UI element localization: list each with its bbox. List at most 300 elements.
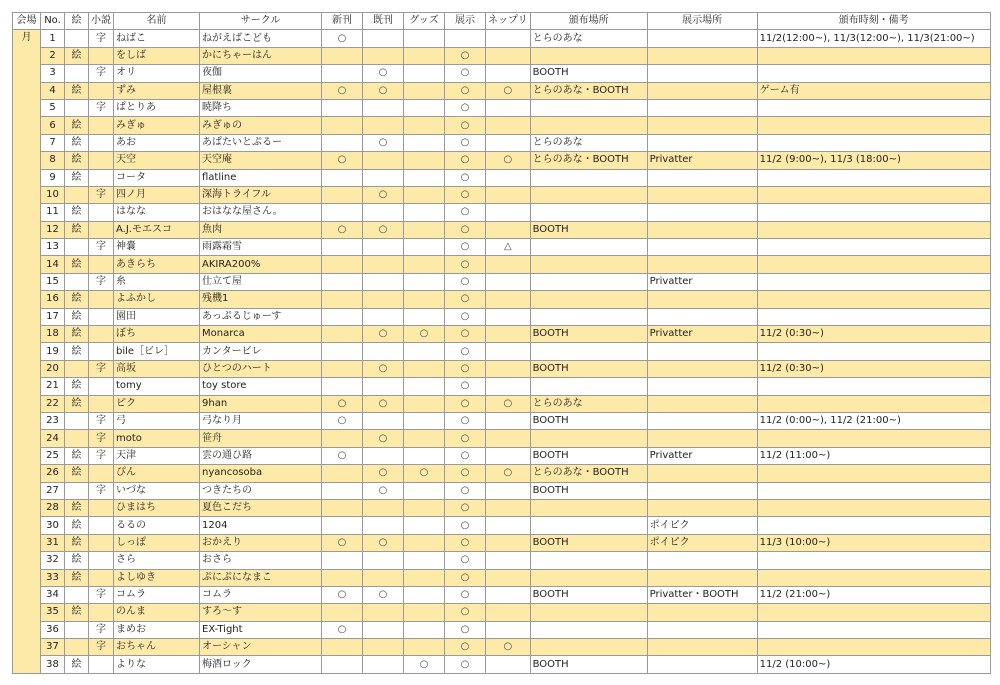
cell-name[interactable]: tomy	[114, 378, 200, 395]
cell-goods[interactable]	[404, 30, 445, 47]
cell-netprint[interactable]	[486, 186, 531, 203]
cell-existing-book[interactable]	[363, 169, 404, 186]
cell-no[interactable]: 1	[41, 30, 65, 47]
cell-exhibit-place[interactable]	[647, 639, 757, 656]
cell-existing-book[interactable]: ○	[363, 82, 404, 99]
cell-netprint[interactable]	[486, 308, 531, 325]
cell-no[interactable]: 11	[41, 204, 65, 221]
cell-existing-book[interactable]	[363, 308, 404, 325]
cell-exhibit[interactable]	[445, 30, 486, 47]
cell-netprint[interactable]	[486, 569, 531, 586]
cell-time-notes[interactable]	[757, 343, 990, 360]
cell-illust[interactable]: 絵	[65, 552, 89, 569]
cell-no[interactable]: 27	[41, 482, 65, 499]
cell-name[interactable]: 園田	[114, 308, 200, 325]
header-exhibit-place[interactable]: 展示場所	[647, 13, 757, 30]
cell-existing-book[interactable]	[363, 499, 404, 516]
cell-illust[interactable]: 絵	[65, 308, 89, 325]
cell-no[interactable]: 20	[41, 360, 65, 377]
cell-no[interactable]: 37	[41, 639, 65, 656]
cell-novel[interactable]: 字	[89, 586, 114, 603]
cell-existing-book[interactable]: ○	[363, 534, 404, 551]
cell-illust[interactable]: 絵	[65, 395, 89, 412]
cell-exhibit[interactable]: ○	[445, 639, 486, 656]
cell-exhibit-place[interactable]	[647, 569, 757, 586]
cell-circle[interactable]: 暁降ち	[200, 99, 322, 116]
cell-distribution-place[interactable]: とらのあな	[530, 134, 647, 151]
cell-exhibit-place[interactable]	[647, 465, 757, 482]
cell-exhibit[interactable]: ○	[445, 604, 486, 621]
cell-goods[interactable]	[404, 291, 445, 308]
cell-existing-book[interactable]	[363, 447, 404, 464]
cell-existing-book[interactable]	[363, 99, 404, 116]
cell-existing-book[interactable]	[363, 291, 404, 308]
cell-no[interactable]: 5	[41, 99, 65, 116]
cell-exhibit-place[interactable]	[647, 430, 757, 447]
cell-new-book[interactable]	[322, 291, 363, 308]
cell-exhibit[interactable]: ○	[445, 239, 486, 256]
cell-circle[interactable]: flatline	[200, 169, 322, 186]
cell-time-notes[interactable]	[757, 465, 990, 482]
cell-novel[interactable]	[89, 604, 114, 621]
cell-goods[interactable]	[404, 482, 445, 499]
cell-exhibit[interactable]: ○	[445, 134, 486, 151]
cell-netprint[interactable]	[486, 656, 531, 673]
cell-illust[interactable]: 絵	[65, 499, 89, 516]
cell-new-book[interactable]	[322, 482, 363, 499]
cell-new-book[interactable]	[322, 239, 363, 256]
cell-exhibit[interactable]: ○	[445, 534, 486, 551]
cell-no[interactable]: 12	[41, 221, 65, 238]
cell-name[interactable]: おちゃん	[114, 639, 200, 656]
cell-existing-book[interactable]	[363, 569, 404, 586]
cell-exhibit-place[interactable]	[647, 395, 757, 412]
cell-novel[interactable]: 字	[89, 186, 114, 203]
cell-novel[interactable]: 字	[89, 621, 114, 638]
cell-netprint[interactable]	[486, 534, 531, 551]
cell-illust[interactable]: 絵	[65, 517, 89, 534]
cell-netprint[interactable]	[486, 482, 531, 499]
cell-illust[interactable]	[65, 586, 89, 603]
cell-existing-book[interactable]: ○	[363, 360, 404, 377]
cell-exhibit[interactable]: ○	[445, 586, 486, 603]
cell-new-book[interactable]	[322, 378, 363, 395]
cell-circle[interactable]: 夜伽	[200, 65, 322, 82]
cell-new-book[interactable]: ○	[322, 152, 363, 169]
cell-exhibit[interactable]: ○	[445, 499, 486, 516]
cell-illust[interactable]	[65, 482, 89, 499]
cell-novel[interactable]	[89, 326, 114, 343]
cell-venue[interactable]: 月	[13, 30, 41, 673]
cell-time-notes[interactable]	[757, 482, 990, 499]
cell-distribution-place[interactable]: とらのあな・BOOTH	[530, 465, 647, 482]
cell-no[interactable]: 16	[41, 291, 65, 308]
cell-illust[interactable]	[65, 621, 89, 638]
cell-netprint[interactable]: ○	[486, 465, 531, 482]
cell-netprint[interactable]	[486, 326, 531, 343]
cell-distribution-place[interactable]: BOOTH	[530, 656, 647, 673]
cell-novel[interactable]	[89, 82, 114, 99]
cell-distribution-place[interactable]	[530, 169, 647, 186]
cell-illust[interactable]: 絵	[65, 169, 89, 186]
cell-netprint[interactable]	[486, 169, 531, 186]
cell-time-notes[interactable]	[757, 378, 990, 395]
cell-exhibit[interactable]: ○	[445, 447, 486, 464]
cell-circle[interactable]: おはなな屋さん。	[200, 204, 322, 221]
cell-circle[interactable]: AKIRA200%	[200, 256, 322, 273]
cell-goods[interactable]	[404, 534, 445, 551]
cell-netprint[interactable]	[486, 552, 531, 569]
cell-circle[interactable]: かにちゃーはん	[200, 47, 322, 64]
cell-exhibit-place[interactable]	[647, 169, 757, 186]
cell-existing-book[interactable]: ○	[363, 482, 404, 499]
cell-distribution-place[interactable]	[530, 517, 647, 534]
cell-existing-book[interactable]: ○	[363, 430, 404, 447]
cell-circle[interactable]: toy store	[200, 378, 322, 395]
cell-new-book[interactable]: ○	[322, 412, 363, 429]
cell-name[interactable]: ぱとりあ	[114, 99, 200, 116]
cell-distribution-place[interactable]: とらのあな	[530, 395, 647, 412]
cell-exhibit-place[interactable]	[647, 308, 757, 325]
cell-goods[interactable]	[404, 221, 445, 238]
cell-goods[interactable]	[404, 517, 445, 534]
cell-netprint[interactable]	[486, 65, 531, 82]
cell-exhibit[interactable]: ○	[445, 412, 486, 429]
cell-existing-book[interactable]: ○	[363, 186, 404, 203]
cell-new-book[interactable]	[322, 569, 363, 586]
cell-exhibit[interactable]: ○	[445, 430, 486, 447]
cell-novel[interactable]: 字	[89, 639, 114, 656]
cell-goods[interactable]	[404, 499, 445, 516]
cell-exhibit-place[interactable]	[647, 47, 757, 64]
cell-name[interactable]: ずみ	[114, 82, 200, 99]
cell-netprint[interactable]: ○	[486, 152, 531, 169]
cell-netprint[interactable]: △	[486, 239, 531, 256]
cell-no[interactable]: 30	[41, 517, 65, 534]
cell-name[interactable]: よりな	[114, 656, 200, 673]
cell-no[interactable]: 38	[41, 656, 65, 673]
cell-time-notes[interactable]: 11/2 (0:00~), 11/2 (21:00~)	[757, 412, 990, 429]
cell-circle[interactable]: コムラ	[200, 586, 322, 603]
cell-illust[interactable]: 絵	[65, 291, 89, 308]
cell-exhibit[interactable]: ○	[445, 47, 486, 64]
cell-time-notes[interactable]: 11/2 (0:30~)	[757, 360, 990, 377]
cell-time-notes[interactable]	[757, 117, 990, 134]
cell-new-book[interactable]	[322, 204, 363, 221]
cell-distribution-place[interactable]	[530, 47, 647, 64]
cell-new-book[interactable]	[322, 517, 363, 534]
cell-circle[interactable]: ねがえばこども	[200, 30, 322, 47]
cell-existing-book[interactable]: ○	[363, 134, 404, 151]
cell-netprint[interactable]	[486, 412, 531, 429]
cell-exhibit[interactable]: ○	[445, 552, 486, 569]
cell-exhibit-place[interactable]	[647, 482, 757, 499]
cell-new-book[interactable]	[322, 256, 363, 273]
cell-exhibit-place[interactable]: ポイピク	[647, 534, 757, 551]
cell-no[interactable]: 31	[41, 534, 65, 551]
cell-time-notes[interactable]	[757, 499, 990, 516]
cell-new-book[interactable]	[322, 47, 363, 64]
cell-no[interactable]: 28	[41, 499, 65, 516]
cell-circle[interactable]: みぎゅの	[200, 117, 322, 134]
cell-illust[interactable]: 絵	[65, 152, 89, 169]
cell-exhibit-place[interactable]	[647, 378, 757, 395]
cell-name[interactable]: のんま	[114, 604, 200, 621]
cell-new-book[interactable]: ○	[322, 447, 363, 464]
cell-no[interactable]: 7	[41, 134, 65, 151]
cell-exhibit-place[interactable]	[647, 412, 757, 429]
cell-illust[interactable]: 絵	[65, 117, 89, 134]
cell-no[interactable]: 32	[41, 552, 65, 569]
cell-name[interactable]: コータ	[114, 169, 200, 186]
cell-circle[interactable]: つきたちの	[200, 482, 322, 499]
cell-novel[interactable]	[89, 395, 114, 412]
cell-novel[interactable]	[89, 308, 114, 325]
cell-illust[interactable]: 絵	[65, 447, 89, 464]
cell-name[interactable]: はなな	[114, 204, 200, 221]
cell-name[interactable]: よふかし	[114, 291, 200, 308]
cell-illust[interactable]: 絵	[65, 326, 89, 343]
cell-existing-book[interactable]	[363, 621, 404, 638]
cell-name[interactable]: ぴん	[114, 465, 200, 482]
cell-novel[interactable]: 字	[89, 412, 114, 429]
cell-existing-book[interactable]	[363, 273, 404, 290]
cell-no[interactable]: 2	[41, 47, 65, 64]
cell-novel[interactable]: 字	[89, 239, 114, 256]
cell-distribution-place[interactable]: とらのあな・BOOTH	[530, 152, 647, 169]
cell-netprint[interactable]	[486, 586, 531, 603]
cell-goods[interactable]	[404, 604, 445, 621]
cell-illust[interactable]	[65, 639, 89, 656]
cell-novel[interactable]: 字	[89, 447, 114, 464]
cell-no[interactable]: 21	[41, 378, 65, 395]
cell-time-notes[interactable]: ゲーム有	[757, 82, 990, 99]
cell-distribution-place[interactable]	[530, 378, 647, 395]
cell-illust[interactable]	[65, 273, 89, 290]
cell-circle[interactable]: 雨露霜雪	[200, 239, 322, 256]
cell-exhibit-place[interactable]	[647, 499, 757, 516]
cell-time-notes[interactable]: 11/2 (9:00~), 11/3 (18:00~)	[757, 152, 990, 169]
header-name[interactable]: 名前	[114, 13, 200, 30]
cell-illust[interactable]: 絵	[65, 656, 89, 673]
cell-exhibit[interactable]: ○	[445, 395, 486, 412]
cell-name[interactable]: ねばこ	[114, 30, 200, 47]
cell-time-notes[interactable]	[757, 552, 990, 569]
cell-new-book[interactable]	[322, 169, 363, 186]
cell-goods[interactable]: ○	[404, 656, 445, 673]
cell-novel[interactable]	[89, 256, 114, 273]
cell-name[interactable]: オリ	[114, 65, 200, 82]
cell-existing-book[interactable]	[363, 656, 404, 673]
cell-new-book[interactable]	[322, 343, 363, 360]
cell-distribution-place[interactable]	[530, 343, 647, 360]
cell-existing-book[interactable]: ○	[363, 326, 404, 343]
cell-no[interactable]: 15	[41, 273, 65, 290]
cell-new-book[interactable]: ○	[322, 82, 363, 99]
cell-novel[interactable]: 字	[89, 99, 114, 116]
cell-existing-book[interactable]	[363, 517, 404, 534]
cell-novel[interactable]	[89, 169, 114, 186]
cell-new-book[interactable]	[322, 186, 363, 203]
cell-exhibit-place[interactable]	[647, 256, 757, 273]
cell-name[interactable]: をしば	[114, 47, 200, 64]
cell-netprint[interactable]	[486, 204, 531, 221]
cell-circle[interactable]: nyancosoba	[200, 465, 322, 482]
cell-exhibit[interactable]: ○	[445, 291, 486, 308]
cell-novel[interactable]	[89, 204, 114, 221]
cell-exhibit-place[interactable]	[647, 65, 757, 82]
cell-existing-book[interactable]	[363, 256, 404, 273]
cell-no[interactable]: 10	[41, 186, 65, 203]
cell-novel[interactable]	[89, 152, 114, 169]
cell-illust[interactable]	[65, 430, 89, 447]
cell-existing-book[interactable]	[363, 152, 404, 169]
cell-name[interactable]: さら	[114, 552, 200, 569]
cell-time-notes[interactable]	[757, 569, 990, 586]
cell-new-book[interactable]	[322, 430, 363, 447]
cell-existing-book[interactable]	[363, 412, 404, 429]
cell-circle[interactable]: 残機1	[200, 291, 322, 308]
cell-exhibit-place[interactable]: Privatter	[647, 326, 757, 343]
cell-no[interactable]: 17	[41, 308, 65, 325]
cell-distribution-place[interactable]	[530, 604, 647, 621]
cell-no[interactable]: 23	[41, 412, 65, 429]
cell-circle[interactable]: 仕立て屋	[200, 273, 322, 290]
cell-novel[interactable]	[89, 465, 114, 482]
cell-exhibit[interactable]: ○	[445, 360, 486, 377]
cell-distribution-place[interactable]	[530, 99, 647, 116]
cell-distribution-place[interactable]: BOOTH	[530, 412, 647, 429]
cell-circle[interactable]: ひとつのハート	[200, 360, 322, 377]
header-new-book[interactable]: 新刊	[322, 13, 363, 30]
cell-circle[interactable]: すろ～す	[200, 604, 322, 621]
cell-name[interactable]: あお	[114, 134, 200, 151]
cell-new-book[interactable]	[322, 99, 363, 116]
cell-netprint[interactable]	[486, 273, 531, 290]
cell-new-book[interactable]	[322, 308, 363, 325]
cell-circle[interactable]: 梅酒ロック	[200, 656, 322, 673]
cell-illust[interactable]	[65, 360, 89, 377]
cell-existing-book[interactable]: ○	[363, 221, 404, 238]
cell-new-book[interactable]	[322, 134, 363, 151]
cell-circle[interactable]: カンタービレ	[200, 343, 322, 360]
cell-time-notes[interactable]	[757, 604, 990, 621]
cell-exhibit-place[interactable]	[647, 621, 757, 638]
cell-new-book[interactable]: ○	[322, 30, 363, 47]
cell-exhibit[interactable]: ○	[445, 656, 486, 673]
cell-netprint[interactable]	[486, 621, 531, 638]
cell-exhibit[interactable]: ○	[445, 256, 486, 273]
cell-time-notes[interactable]	[757, 395, 990, 412]
cell-novel[interactable]: 字	[89, 430, 114, 447]
cell-exhibit-place[interactable]	[647, 117, 757, 134]
cell-goods[interactable]	[404, 621, 445, 638]
cell-netprint[interactable]	[486, 517, 531, 534]
cell-goods[interactable]	[404, 639, 445, 656]
cell-novel[interactable]: 字	[89, 65, 114, 82]
cell-distribution-place[interactable]: BOOTH	[530, 360, 647, 377]
cell-exhibit-place[interactable]: ポイピク	[647, 517, 757, 534]
cell-netprint[interactable]	[486, 134, 531, 151]
cell-existing-book[interactable]	[363, 343, 404, 360]
cell-new-book[interactable]	[322, 65, 363, 82]
cell-circle[interactable]: Monarca	[200, 326, 322, 343]
cell-exhibit[interactable]: ○	[445, 517, 486, 534]
cell-circle[interactable]: 弓なり月	[200, 412, 322, 429]
cell-existing-book[interactable]	[363, 552, 404, 569]
cell-circle[interactable]: 魚肉	[200, 221, 322, 238]
cell-no[interactable]: 13	[41, 239, 65, 256]
cell-time-notes[interactable]: 11/2 (0:30~)	[757, 326, 990, 343]
cell-illust[interactable]: 絵	[65, 134, 89, 151]
cell-illust[interactable]: 絵	[65, 256, 89, 273]
cell-name[interactable]: A.J.モエスコ	[114, 221, 200, 238]
header-venue[interactable]: 会場	[13, 13, 41, 30]
cell-novel[interactable]: 字	[89, 30, 114, 47]
cell-goods[interactable]	[404, 395, 445, 412]
cell-netprint[interactable]	[486, 360, 531, 377]
cell-exhibit[interactable]: ○	[445, 65, 486, 82]
cell-exhibit-place[interactable]	[647, 204, 757, 221]
cell-time-notes[interactable]	[757, 239, 990, 256]
cell-distribution-place[interactable]	[530, 499, 647, 516]
cell-time-notes[interactable]	[757, 430, 990, 447]
cell-novel[interactable]	[89, 552, 114, 569]
cell-goods[interactable]	[404, 360, 445, 377]
cell-novel[interactable]	[89, 134, 114, 151]
cell-no[interactable]: 24	[41, 430, 65, 447]
cell-exhibit-place[interactable]	[647, 30, 757, 47]
cell-distribution-place[interactable]: とらのあな・BOOTH	[530, 82, 647, 99]
cell-goods[interactable]	[404, 169, 445, 186]
cell-netprint[interactable]: ○	[486, 82, 531, 99]
cell-circle[interactable]: おかえり	[200, 534, 322, 551]
cell-goods[interactable]	[404, 82, 445, 99]
cell-distribution-place[interactable]	[530, 204, 647, 221]
cell-novel[interactable]	[89, 569, 114, 586]
cell-exhibit-place[interactable]	[647, 656, 757, 673]
cell-goods[interactable]	[404, 186, 445, 203]
cell-netprint[interactable]	[486, 499, 531, 516]
cell-time-notes[interactable]	[757, 517, 990, 534]
cell-existing-book[interactable]: ○	[363, 465, 404, 482]
cell-distribution-place[interactable]: BOOTH	[530, 586, 647, 603]
cell-new-book[interactable]: ○	[322, 586, 363, 603]
cell-no[interactable]: 35	[41, 604, 65, 621]
cell-exhibit[interactable]: ○	[445, 221, 486, 238]
cell-no[interactable]: 4	[41, 82, 65, 99]
cell-distribution-place[interactable]: BOOTH	[530, 65, 647, 82]
cell-netprint[interactable]: ○	[486, 639, 531, 656]
cell-no[interactable]: 18	[41, 326, 65, 343]
header-circle[interactable]: サークル	[200, 13, 322, 30]
cell-goods[interactable]	[404, 378, 445, 395]
cell-illust[interactable]	[65, 186, 89, 203]
cell-existing-book[interactable]	[363, 204, 404, 221]
cell-new-book[interactable]	[322, 326, 363, 343]
cell-no[interactable]: 34	[41, 586, 65, 603]
cell-exhibit-place[interactable]: Privatter	[647, 273, 757, 290]
cell-exhibit[interactable]: ○	[445, 343, 486, 360]
cell-new-book[interactable]	[322, 656, 363, 673]
cell-exhibit[interactable]: ○	[445, 186, 486, 203]
cell-illust[interactable]	[65, 30, 89, 47]
cell-exhibit-place[interactable]	[647, 343, 757, 360]
cell-no[interactable]: 36	[41, 621, 65, 638]
cell-name[interactable]: 天空	[114, 152, 200, 169]
cell-exhibit[interactable]: ○	[445, 117, 486, 134]
cell-no[interactable]: 9	[41, 169, 65, 186]
